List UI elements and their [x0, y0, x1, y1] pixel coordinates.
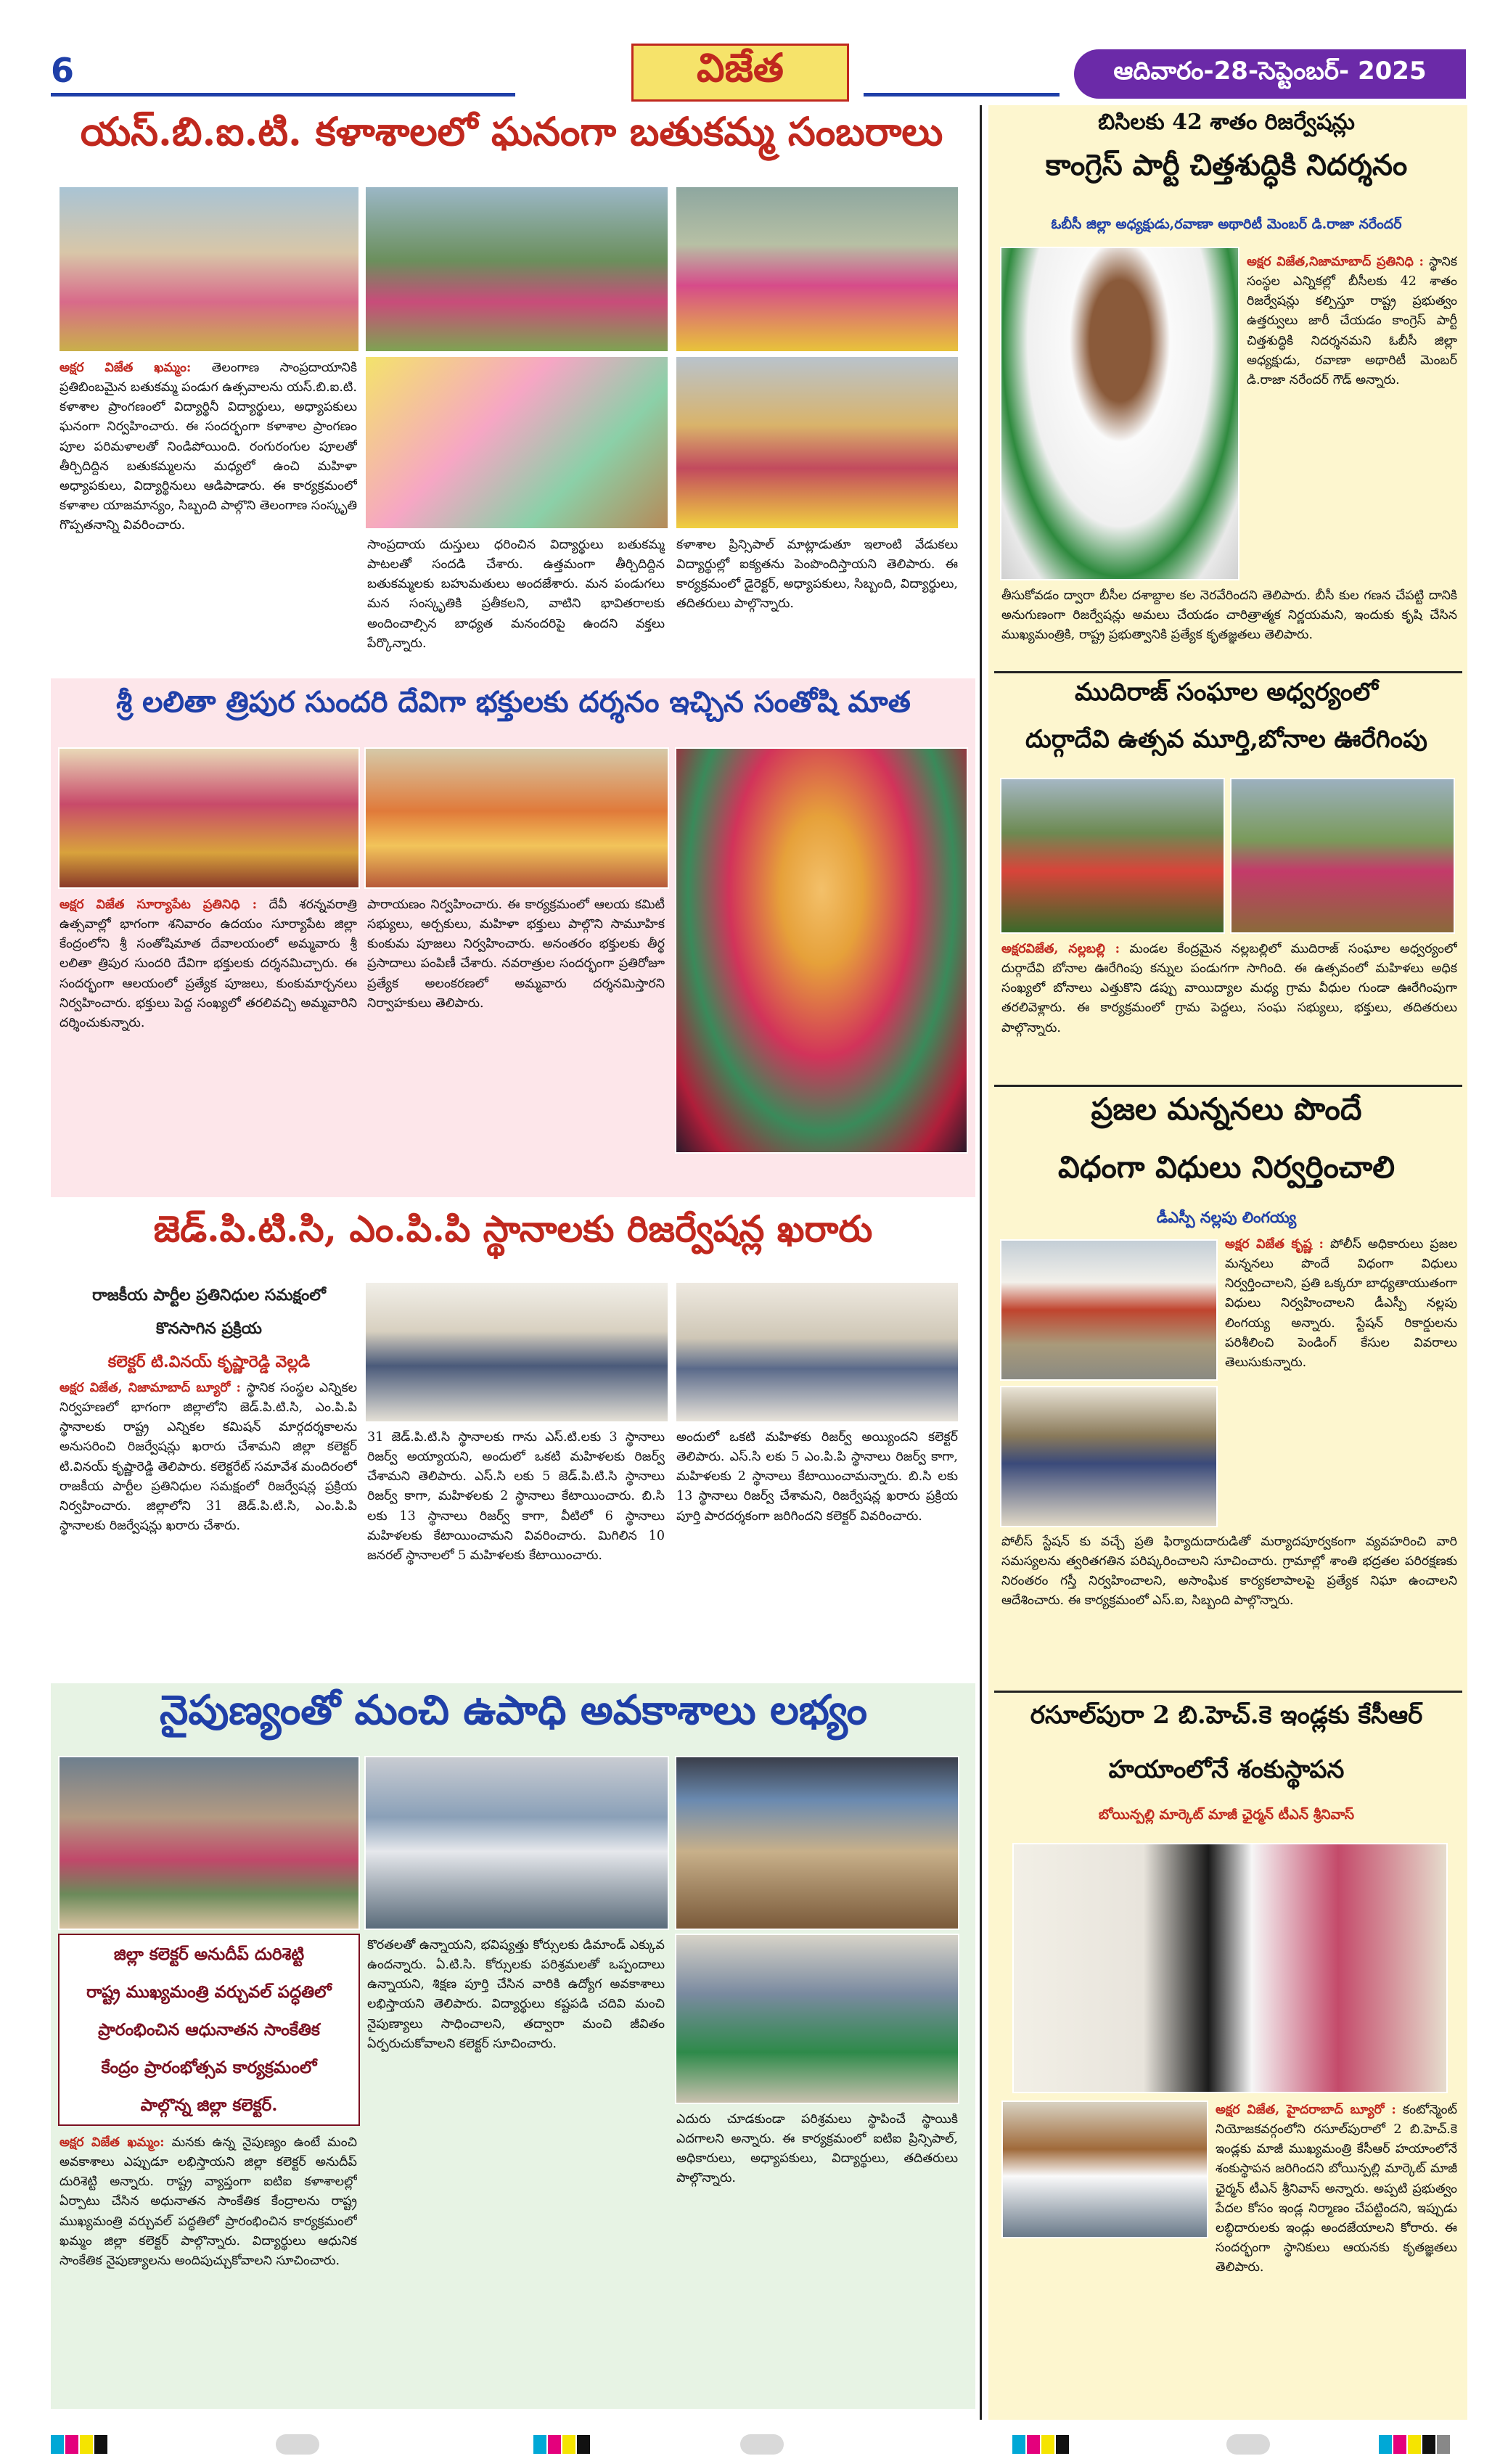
regmark-cyan-4 [1379, 2435, 1392, 2454]
header-rule-right [864, 93, 1060, 96]
story4-sub5: పాల్గొన్న జిల్లా కలెక్టర్. [140, 2095, 278, 2115]
page-number: 6 [51, 51, 75, 90]
regmark-pill-1 [276, 2434, 319, 2455]
side4-lead: అక్షర విజేత, హైదరాబాద్ బ్యూరో : [1216, 2103, 1396, 2117]
side2-headline2: దుర్గాదేవి ఉత్సవ మూర్తి,బోనాల ఊరేగింపు [1025, 725, 1427, 754]
date-bar [1074, 49, 1466, 99]
side1-photo [1000, 247, 1239, 580]
side1-rule [994, 671, 1462, 673]
regmark-gray-4 [1437, 2435, 1450, 2454]
story4-sub3: ప్రారంభించిన ఆధునాతన సాంకేతిక [98, 2020, 320, 2040]
side3-headline2: విధంగా విధులు నిర్వర్తించాలి [1057, 1149, 1396, 1185]
regmark-black-3 [1056, 2435, 1069, 2454]
regmark-black-1 [94, 2435, 107, 2454]
side2-lead: అక్షరవిజేత, నల్లబల్లి : [1001, 942, 1120, 956]
side4-text: కంటోన్మెంట్ నియోజకవర్గంలోని రసూల్‌పురాలో 2 బి.హెచ్.కె ఇండ్లకు మాజీ ముఖ్యమంత్రి కేసీఆర్ హయాంలోనే శంకుస్థాపన జరిగిందని బోయిన్పల్లి మార్కెట్ మాజీ ఛైర్మన్ టీఎన్ శ్రీనివాస్ అన్నారు. అప్పటి ప్రభుత్వం పేదల కోసం ఇండ్ల నిర్మాణం చేపట్టిందని, ఇప్పుడు లబ్ధిదారులకు ఇండ్లు అందజేయాలని కోరారు. ఈ సందర్భంగా స్థానికులు ఆయనకు కృతజ్ఞతలు తెలిపారు. [1216, 2103, 1457, 2275]
story4-col1-text: మనకు ఉన్న నైపుణ్యం ఉంటే మంచి అవకాశాలు ఎప్పుడూ లభిస్తాయని జిల్లా కలెక్టర్ అనుదీప్ దురిశెట్టి అన్నారు. రాష్ట్ర వ్యాప్తంగా ఐటిఐ కళాశాలల్లో ఏర్పాటు చేసిన అధునాతన సాంకేతిక కేంద్రాలను రాష్ట్ర ముఖ్యమంత్రి వర్చువల్ పద్ధతిలో ప్రారంభించిన కార్యక్రమంలో ఖమ్మం జిల్లా కలెక్టర్ పాల్గొన్నారు. విద్యార్థులు ఆధునిక సాంకేతిక నైపుణ్యాలను అందిపుచ్చుకోవాలని సూచించారు. [60, 2135, 357, 2268]
story3-photo-2 [675, 1281, 959, 1423]
side4-headline2: హయాంలోనే శంకుస్థాపన [1108, 1755, 1345, 1784]
story1-col3: కళాశాల ప్రిన్సిపాల్ మాట్లాడుతూ ఇలాంటి వేడుకలు విద్యార్థుల్లో ఐక్యతను పెంపొందిస్తాయని తెలిపారు. ఈ కార్యక్రమంలో డైరెక్టర్, అధ్యాపకులు, సిబ్బంది, విద్యార్థులు, తదితరులు పాల్గొన్నారు. [676, 538, 958, 612]
side2-photo-1 [1000, 778, 1225, 934]
story4-col2: కొరతలతో ఉన్నాయని, భవిష్యత్తు కోర్సులకు డిమాండ్ ఎక్కువ ఉందన్నారు. ఏ.టి.సి. కోర్సులకు పరిశ్రమలతో ఒప్పందాలు ఉన్నాయని, శిక్షణ పూర్తి చేసిన వారికి ఉద్యోగ అవకాశాలు లభిస్తాయని తెలిపారు. విద్యార్థులు కష్టపడి చదివి మంచి నైపుణ్యాలు సాధించాలని, తద్వారా మంచి జీవితం ఏర్పరుచుకోవాలని కలెక్టర్ సూచించారు. [367, 1938, 665, 2051]
story3-sub1: రాజకీయ పార్టీల ప్రతినిధుల సమక్షంలో [92, 1286, 326, 1305]
story4-sub2: రాష్ట్ర ముఖ్యమంత్రి వర్చువల్ పద్ధతిలో [86, 1982, 332, 2002]
side3-col1-text: పోలీస్ అధికారులు ప్రజల మన్ననలు పొందే విధంగా విధులు నిర్వర్తించాలని, ప్రతి ఒక్కరూ బాధ్యతాయుతంగా విధులు నిర్వహించాలని డీఎస్పీ నల్లపు లింగయ్య అన్నారు. స్టేషన్ రికార్డులను పరిశీలించి పెండింగ్ కేసుల వివరాలు తెలుసుకున్నారు. [1225, 1237, 1457, 1370]
story3-headline: జెడ్.పి.టి.సి, ఎం.పి.పి స్థానాలకు రిజర్వేషన్ల ఖరారు [153, 1207, 873, 1250]
side3-col2: పోలీస్ స్టేషన్ కు వచ్చే ప్రతి ఫిర్యాదుదారుడితో మర్యాదపూర్వకంగా వ్యవహరించి వారి సమస్యలను త్వరితగతిన పరిష్కరించాలని సూచించారు. గ్రామాల్లో శాంతి భద్రతల పరిరక్షణకు నిరంతరం గస్తీ నిర్వహించాలని, అసాంఘిక కార్యకలాపాలపై ప్రత్యేక నిఘా ఉంచాలని ఆదేశించారు. ఈ కార్యక్రమంలో ఎస్.ఐ, సిబ్బంది పాల్గొన్నారు. [1001, 1535, 1457, 1609]
side2-photo-2 [1230, 778, 1455, 934]
story2-col2: పారాయణం నిర్వహించారు. ఈ కార్యక్రమంలో ఆలయ కమిటీ సభ్యులు, అర్చకులు, మహిళా భక్తులు పాల్గొని సామూహిక కుంకుమ పూజలు నిర్వహించారు. అనంతరం భక్తులకు తీర్థ ప్రసాదాలు పంపిణీ చేశారు. నవరాత్రుల సందర్భంగా ప్రతిరోజూ ప్రత్యేక అలంకరణలో అమ్మవారు దర్శనమిస్తారని నిర్వాహకులు తెలిపారు. [367, 898, 665, 1011]
regmark-magenta-3 [1027, 2435, 1040, 2454]
story3-col3: అందులో ఒకటి మహిళకు రిజర్వ్ అయ్యిందని కలెక్టర్ తెలిపారు. ఎస్.సి లకు 5 ఎం.పి.పి స్థానాలు రిజర్వ్ కాగా, మహిళలకు 2 స్థానాలు కేటాయించామన్నారు. బి.సి లకు 13 స్థానాలు రిజర్వ్ చేశామని, రిజర్వేషన్ల ఖరారు ప్రక్రియ పూర్తి పారదర్శకంగా జరిగిందని కలెక్టర్ వివరించారు. [676, 1430, 958, 1524]
side4-headline1: రసూల్‌పురా 2 బి.హెచ్.కె ఇండ్లకు కేసీఆర్ [1030, 1701, 1423, 1730]
story2-headline: శ్రీ లలితా త్రిపుర సుందరి దేవిగా భక్తులకు దర్శనం ఇచ్చిన సంతోషి మాత [116, 685, 911, 719]
story4-col1 [60, 2133, 357, 2402]
column-divider [980, 105, 982, 2420]
side1-headline: కాంగ్రెస్ పార్టీ చిత్తశుద్ధికి నిదర్శనం [1045, 148, 1408, 182]
side3-photo-2 [1000, 1386, 1218, 1527]
story1-lead: అక్షర విజేత ఖమ్మం: [60, 361, 192, 375]
story1-photo-4 [364, 356, 669, 530]
side4-byline: బోయిన్పల్లి మార్కెట్ మాజీ ఛైర్మన్ టీఎన్ శ్రీనివాస్ [1098, 1807, 1355, 1823]
regmark-yellow-2 [562, 2435, 575, 2454]
side3-lead: అక్షర విజేత కృష్ణ : [1225, 1237, 1324, 1252]
regmark-magenta-4 [1393, 2435, 1406, 2454]
regmark-pill-3 [1226, 2434, 1270, 2455]
side1-kicker: బిసిలకు 42 శాతం రిజర్వేషన్లు [1098, 110, 1355, 135]
regmark-black-2 [577, 2435, 590, 2454]
side2-headline1: ముదిరాజ్ సంఘాల అధ్వర్యంలో [1075, 678, 1378, 707]
story4-photo-2 [364, 1756, 669, 1930]
side4-photo-1 [1012, 1843, 1448, 2093]
regmark-pill-2 [740, 2434, 784, 2455]
story2-col1 [60, 895, 357, 1193]
side3-col1 [1225, 1235, 1457, 1532]
story3-sub3: కలెక్టర్ టి.వినయ్ కృష్ణారెడ్డి వెల్లడి [107, 1352, 311, 1371]
side2-rule [994, 1085, 1462, 1087]
story2-photo-3 [675, 747, 968, 1154]
side3-headline1: ప్రజల మన్ననలు పొందే [1091, 1091, 1362, 1127]
story2-lead: అక్షర విజేత సూర్యాపేట ప్రతినిధి : [60, 898, 258, 912]
side3-byline: డీఎస్పీ నల్లపు లింగయ్య [1156, 1208, 1297, 1226]
story3-photo-1 [364, 1281, 669, 1423]
side2-body [1001, 940, 1457, 1081]
regmark-cyan-3 [1012, 2435, 1025, 2454]
regmark-cyan-2 [533, 2435, 546, 2454]
story4-photo-3 [675, 1756, 959, 1930]
story4-col3: ఎదురు చూడకుండా పరిశ్రమలు స్థాపించే స్థాయికి ఎదగాలని అన్నారు. ఈ కార్యక్రమంలో ఐటిఐ ప్రిన్సిపాల్, అధికారులు, అధ్యాపకులు, విద్యార్థులు, తదితరులు పాల్గొన్నారు. [676, 2112, 958, 2186]
story1-photo-2 [364, 186, 669, 353]
side1-byline: ఓబీసీ జిల్లా అధ్యక్షుడు,రవాణా అథారిటీ మెంబర్ డి.రాజా నరేందర్ [1051, 216, 1402, 232]
side3-photo-1 [1000, 1239, 1218, 1381]
side2-text: మండల కేంద్రమైన నల్లబల్లిలో ముదిరాజ్ సంఘాల అధ్వర్యంలో దుర్గాదేవి బోనాల ఊరేగింపు కన్నుల పండుగగా సాగింది. ఈ ఉత్సవంలో మహిళలు అధిక సంఖ్యలో బోనాలు ఎత్తుకొని డప్పు వాయిద్యాల మధ్య గ్రామ వీధుల గుండా ఊరేగింపుగా తరలివెళ్లారు. ఈ కార్యక్రమంలో గ్రామ పెద్దలు, సంఘ సభ్యులు, భక్తులు, తదితరులు పాల్గొన్నారు. [1001, 942, 1457, 1035]
header-rule-left [51, 93, 515, 96]
story1-col2: సాంప్రదాయ దుస్తులు ధరించిన విద్యార్థులు బతుకమ్మ పాటలతో సందడి చేశారు. ఉత్తమంగా తీర్చిదిద్దిన బతుకమ్మలకు బహుమతులు అందజేశారు. మన పండుగలు మన సంస్కృతికి ప్రతీకలని, వాటిని భావితరాలకు అందించాల్సిన బాధ్యత మనందరిపై ఉందని వక్తలు పేర్కొన్నారు. [367, 538, 665, 651]
story1-col1 [60, 358, 357, 663]
story3-lead: అక్షర విజేత, నిజామాబాద్ బ్యూరో : [60, 1381, 241, 1395]
regmark-yellow-3 [1041, 2435, 1054, 2454]
story1-photo-5 [675, 356, 959, 530]
footer-regmarks [0, 2431, 1500, 2460]
story3-col2: 31 జెడ్.పి.టి.సి స్థానాలకు గాను ఎస్.టి.లకు 3 స్థానాలు రిజర్వ్ అయ్యాయని, అందులో ఒకటి మహిళలకు రిజర్వ్ చేశామని తెలిపారు. ఎస్.సి లకు 5 జెడ్.పి.టి.సి స్థానాలు రిజర్వ్ కాగా, మహిళలకు 2 స్థానాలు కేటాయించారు. బి.సి లకు 13 స్థానాలు రిజర్వ్ కాగా, వీటిలో 6 స్థానాలు మహిళలకు కేటాయించామని వివరించారు. మిగిలిన 10 జనరల్ స్థానాలలో 5 మహిళలకు కేటాయించారు. [367, 1430, 665, 1563]
story4-headline: నైపుణ్యంతో మంచి ఉపాధి అవకాశాలు లభ్యం [160, 1686, 867, 1734]
date-text: ఆదివారం-28-సెప్టెంబర్- 2025 [1113, 57, 1427, 86]
story1-col1-text: తెలంగాణ సాంప్రదాయానికి ప్రతిబింబమైన బతుకమ్మ పండుగ ఉత్సవాలను యస్.బి.ఐ.టి. కళాశాల ప్రాంగణంలో విద్యార్థినీ విద్యార్థులు, అధ్యాపకులు ఘనంగా నిర్వహించారు. ఈ సందర్భంగా కళాశాల ప్రాంగణం పూల పరిమళాలతో నిండిపోయింది. రంగురంగుల పూలతో తీర్చిదిద్దిన బతుకమ్మలను మధ్యలో ఉంచి మహిళా అధ్యాపకులు, విద్యార్థినులు ఆడిపాడారు. ఈ కార్యక్రమంలో కళాశాల యాజమాన్యం, సిబ్బంది పాల్గొని తెలంగాణ సంస్కృతి గొప్పతనాన్ని వివరించారు. [60, 361, 357, 533]
side1-col1-text: స్థానిక సంస్థల ఎన్నికల్లో బీసీలకు 42 శాతం రిజర్వేషన్లు కల్పిస్తూ రాష్ట్ర ప్రభుత్వం ఉత్తర్వులు జారీ చేయడం కాంగ్రెస్ పార్టీ చిత్తశుద్ధికి నిదర్శనమని ఓబీసీ జిల్లా అధ్యక్షుడు, రవాణా అథారిటీ మెంబర్ డి.రాజా నరేందర్ గౌడ్ అన్నారు. [1247, 255, 1457, 387]
side1-col2: తీసుకోవడం ద్వారా బీసీల దశాబ్దాల కల నెరవేరిందని తెలిపారు. బీసీ కుల గణన చేపట్టి దానికి అనుగుణంగా రిజర్వేషన్లు అమలు చేయడం చారిత్రాత్మక నిర్ణయమని, ఇందుకు కృషి చేసిన ముఖ్యమంత్రికి, రాష్ట్ర ప్రభుత్వానికి ప్రత్యేక కృతజ్ఞతలు తెలిపారు. [1001, 588, 1457, 643]
story4-photo-1 [58, 1756, 360, 1930]
story1-headline: యస్.బి.ఐ.టి. కళాశాలలో ఘనంగా బతుకమ్మ సంబరాలు [80, 108, 943, 155]
story2-col1-text: దేవీ శరన్నవరాత్రి ఉత్సవాల్లో భాగంగా శనివారం ఉదయం సూర్యాపేట జిల్లా కేంద్రంలోని శ్రీ సంతోషిమాత దేవాలయంలో అమ్మవారు శ్రీ లలితా త్రిపుర సుందరి దేవిగా భక్తులకు దర్శనమిచ్చారు. ఈ సందర్భంగా ఆలయంలో ప్రత్యేక పూజలు, కుంకుమార్చనలు నిర్వహించారు. భక్తులు పెద్ద సంఖ్యలో తరలివచ్చి అమ్మవారిని దర్శించుకున్నారు. [60, 898, 357, 1030]
story3-col1-text: స్థానిక సంస్థల ఎన్నికల నిర్వహణలో భాగంగా జిల్లాలోని జెడ్.పి.టి.సి, ఎం.పి.పి స్థానాలకు రాష్ట్ర ఎన్నికల కమిషన్ మార్గదర్శకాలను అనుసరించి రిజర్వేషన్లు ఖరారు చేశామని జిల్లా కలెక్టర్ టి.వినయ్ కృష్ణారెడ్డి తెలిపారు. కలెక్టరేట్ సమావేశ మందిరంలో రాజకీయ పార్టీల ప్రతినిధుల సమక్షంలో రిజర్వేషన్ల ప్రక్రియ నిర్వహించారు. జిల్లాలోని 31 జెడ్.పి.టి.సి, ఎం.పి.పి స్థానాలకు రిజర్వేషన్లు ఖరారు చేశారు. [60, 1381, 357, 1533]
masthead-title: విజేత [697, 44, 784, 91]
regmark-cyan-1 [51, 2435, 64, 2454]
story3-sub2: కొనసాగిన ప్రక్రియ [156, 1319, 262, 1338]
regmark-yellow-4 [1408, 2435, 1421, 2454]
regmark-yellow-1 [80, 2435, 93, 2454]
story4-photo-4 [675, 1934, 959, 2104]
story1-photo-3 [675, 186, 959, 353]
story2-photo-1 [58, 747, 360, 889]
story2-photo-2 [364, 747, 669, 889]
regmark-magenta-1 [65, 2435, 78, 2454]
side1-col1 [1247, 252, 1457, 583]
story4-sub1: జిల్లా కలెక్టర్ అనుదీప్ దురిశెట్టి [113, 1944, 305, 1964]
side1-lead: అక్షర విజేత,నిజామాబాద్ ప్రతినిధి : [1247, 255, 1424, 269]
regmark-black-4 [1422, 2435, 1435, 2454]
story4-sub4: కేంద్రం ప్రారంభోత్సవ కార్యక్రమంలో [101, 2058, 317, 2077]
masthead-logo [631, 44, 849, 102]
story4-lead: అక్షర విజేత ఖమ్మం: [60, 2135, 165, 2150]
side4-photo-2 [1001, 2100, 1208, 2238]
side4-body [1216, 2100, 1457, 2405]
regmark-magenta-2 [548, 2435, 561, 2454]
side3-rule [994, 1691, 1462, 1693]
story1-photo-1 [58, 186, 360, 353]
story3-col1 [60, 1379, 357, 1672]
